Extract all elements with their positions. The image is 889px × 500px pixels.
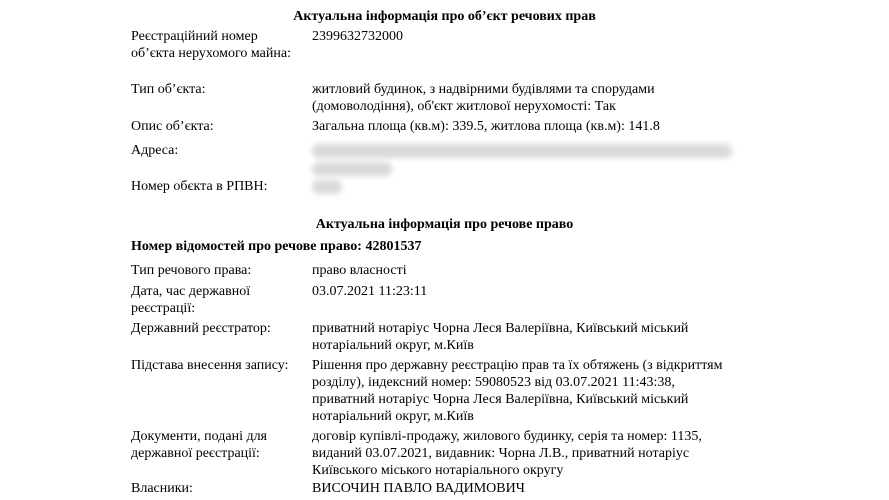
owners-value: ВИСОЧИН ПАВЛО ВАДИМОВИЧ — [312, 481, 525, 496]
object-section-heading: Актуальна інформація про об’єкт речових прав — [293, 9, 596, 24]
entry-basis-label: Підстава внесення запису: — [131, 358, 289, 373]
rpvn-number-value-redacted — [312, 178, 732, 195]
registrar-value: приватний нотаріус Чорна Леся Валеріївна, Київський міський нотаріальний округ, м.Київ — [312, 321, 689, 353]
address-value-redacted — [312, 142, 732, 176]
owners-label: Власники: — [131, 481, 193, 496]
redaction-blur — [312, 144, 732, 158]
right-type-label: Тип речового права: — [131, 263, 252, 278]
redaction-blur — [312, 180, 342, 194]
documents-label: Документи, подані для державної реєстрації: — [131, 429, 268, 461]
registration-number-value: 2399632732000 — [312, 29, 403, 44]
right-section-heading: Актуальна інформація про речове право — [315, 217, 574, 232]
object-description-value: Загальна площа (кв.м): 339.5, житлова площа (кв.м): 141.8 — [312, 119, 660, 134]
entry-basis-value: Рішення про державну реєстрацію прав та їх обтяжень (з відкриттям розділу), індексний номер: 59080523 від 03.07.2021 11:43:38, приватний нотаріус Чорна Леся Валеріївна, Київський міський нотаріальний округ, м.Київ — [312, 358, 723, 424]
object-type-value: житловий будинок, з надвірними будівлями та спорудами (домоволодіння), об'єкт житлової нерухомості: Так — [312, 82, 655, 114]
registration-date-label: Дата, час державної реєстрації: — [131, 284, 251, 316]
registration-number-label: Реєстраційний номер об’єкта нерухомого майна: — [131, 29, 291, 61]
record-number-label: Номер відомостей про речове право: 42801537 — [131, 239, 422, 254]
registrar-label: Державний реєстратор: — [131, 321, 271, 336]
address-label: Адреса: — [131, 143, 179, 158]
documents-value: договір купівлі-продажу, жилового будинку, серія та номер: 1135, виданий 03.07.2021, видавник: Чорна Л.В., приватний нотаріус Київського міського нотаріального округу — [312, 429, 702, 478]
right-type-value: право власності — [312, 263, 407, 278]
object-description-label: Опис об’єкта: — [131, 119, 214, 134]
registration-date-value: 03.07.2021 11:23:11 — [312, 284, 428, 299]
object-type-label: Тип об’єкта: — [131, 82, 206, 97]
rpvn-number-label: Номер обєкта в РПВН: — [131, 179, 268, 194]
redaction-blur — [312, 162, 392, 176]
